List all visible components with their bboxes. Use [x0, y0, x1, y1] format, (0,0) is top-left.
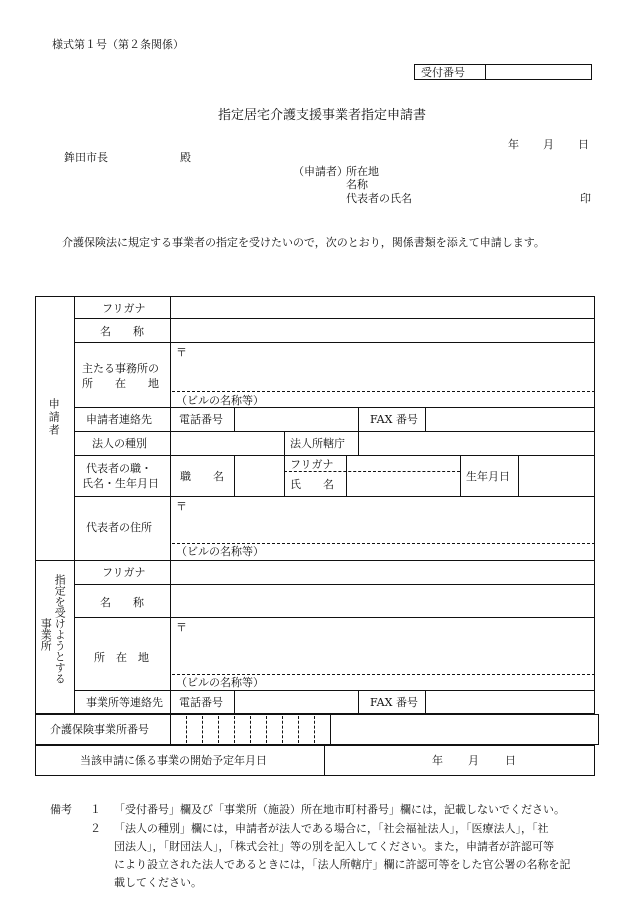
- facility-name-label: 名 称: [100, 596, 144, 609]
- facility-section-label-3: 事業所: [39, 618, 53, 651]
- postal-mark: 〒: [176, 346, 187, 359]
- furigana-label: フリガナ: [102, 302, 146, 315]
- seal-mark: 印: [580, 192, 591, 205]
- date-day: 日: [578, 138, 589, 151]
- facility-furigana-field[interactable]: [172, 562, 592, 582]
- note-1-text: 「受付番号」欄及び「事業所（施設）所在地市町村番号」欄には，記載しないでください。: [114, 803, 565, 816]
- insurance-number-label: 介護保険事業所番号: [50, 723, 149, 736]
- note-2-line-4: 載してください。: [114, 876, 202, 889]
- addressee-honorific: 殿: [180, 151, 191, 164]
- facility-postal-mark: 〒: [176, 621, 187, 634]
- corp-type-label: 法人の種別: [92, 437, 147, 450]
- position-label: 職 名: [180, 470, 224, 483]
- label-divider: [170, 296, 171, 714]
- facility-name-field[interactable]: [172, 586, 592, 615]
- applicant-name-label: 名称: [346, 178, 368, 191]
- note-2-line-1: 「法人の種別」欄には，申請者が法人である場合に，「社会福祉法人」，「医療法人」，「社: [114, 822, 549, 835]
- applicant-fax-field[interactable]: [427, 409, 592, 429]
- rep-position-field[interactable]: [236, 457, 282, 494]
- applicant-phone-field[interactable]: [236, 409, 356, 429]
- section-divider: [74, 296, 75, 714]
- contact-label: 申請者連絡先: [86, 413, 152, 426]
- main-office-label-1: 主たる事務所の: [82, 362, 159, 375]
- receipt-number-label: 受付番号: [421, 66, 465, 79]
- facility-address-label: 所 在 地: [94, 651, 149, 664]
- rep-dob-field[interactable]: [520, 457, 592, 494]
- applicant-name-field[interactable]: [172, 320, 592, 340]
- dob-label: 生年月日: [466, 470, 510, 483]
- start-date-label: 当該申請に係る事業の開始予定年月日: [80, 754, 267, 767]
- applicant-section-label: 申請者: [47, 398, 61, 437]
- rep-label-1: 代表者の職・: [86, 462, 152, 475]
- corp-type-field[interactable]: [172, 433, 282, 453]
- form-number: 様式第１号（第２条関係）: [52, 38, 184, 51]
- corp-authority-field[interactable]: [360, 433, 592, 453]
- name-label: 名 称: [100, 325, 144, 338]
- date-year: 年: [508, 138, 519, 151]
- phone-label: 電話番号: [179, 413, 223, 426]
- rep-name-label: 氏 名: [290, 478, 334, 491]
- fax-label: FAX 番号: [370, 413, 418, 426]
- start-date-day: 日: [505, 754, 516, 767]
- building-note: （ビルの名称等）: [176, 394, 264, 407]
- applicant-prefix: （申請者）: [293, 165, 348, 178]
- rep-name-field[interactable]: [348, 473, 458, 494]
- start-date-month: 月: [468, 754, 479, 767]
- rep-postal-mark: 〒: [176, 500, 187, 513]
- addressee-mayor: 鉾田市長: [64, 151, 108, 164]
- facility-fax-field[interactable]: [427, 692, 592, 712]
- note-2-line-2: 団法人」，「財団法人」，「株式会社」等の別を記入してください。また，申請者が許認可等: [114, 840, 554, 853]
- note-1-number: １: [90, 803, 101, 816]
- facility-building-note: （ビルの名称等）: [176, 676, 264, 689]
- facility-phone-label: 電話番号: [179, 696, 223, 709]
- main-office-label-2: 所 在 地: [82, 377, 159, 390]
- facility-furigana-label: フリガナ: [102, 566, 146, 579]
- rep-label-2: 氏名・生年月日: [82, 477, 159, 490]
- note-2-number: ２: [90, 822, 101, 835]
- facility-section-label-1: 指定を受けようとする: [53, 574, 67, 684]
- rep-furigana-label: フリガナ: [290, 458, 334, 471]
- insurance-number-field[interactable]: [172, 716, 328, 743]
- facility-contact-label: 事業所等連絡先: [86, 696, 163, 709]
- page-title: 指定居宅介護支援事業者指定申請書: [218, 108, 427, 123]
- main-office-address-field[interactable]: [190, 345, 590, 385]
- receipt-divider: [485, 64, 486, 80]
- applicant-representative-label: 代表者の氏名: [346, 192, 412, 205]
- facility-phone-field[interactable]: [236, 692, 356, 712]
- date-month: 月: [543, 138, 554, 151]
- intro-text: 介護保険法に規定する事業者の指定を受けたいので，次のとおり，関係書類を添えて申請します。: [62, 236, 545, 249]
- start-date-field[interactable]: [326, 747, 592, 774]
- notes-label: 備考: [50, 803, 72, 816]
- rep-address-field[interactable]: [190, 499, 590, 539]
- facility-address-field[interactable]: [190, 620, 590, 672]
- rep-building-note: （ビルの名称等）: [176, 545, 264, 558]
- note-2-line-3: により設立された法人であるときには，「法人所轄庁」欄に許認可等をした官公署の名称を記: [114, 858, 571, 871]
- start-date-year: 年: [432, 754, 443, 767]
- facility-fax-label: FAX 番号: [370, 696, 418, 709]
- corp-authority-label: 法人所轄庁: [290, 437, 345, 450]
- applicant-location-label: 所在地: [346, 165, 379, 178]
- rep-address-label: 代表者の住所: [86, 521, 152, 534]
- applicant-furigana-field[interactable]: [172, 298, 592, 316]
